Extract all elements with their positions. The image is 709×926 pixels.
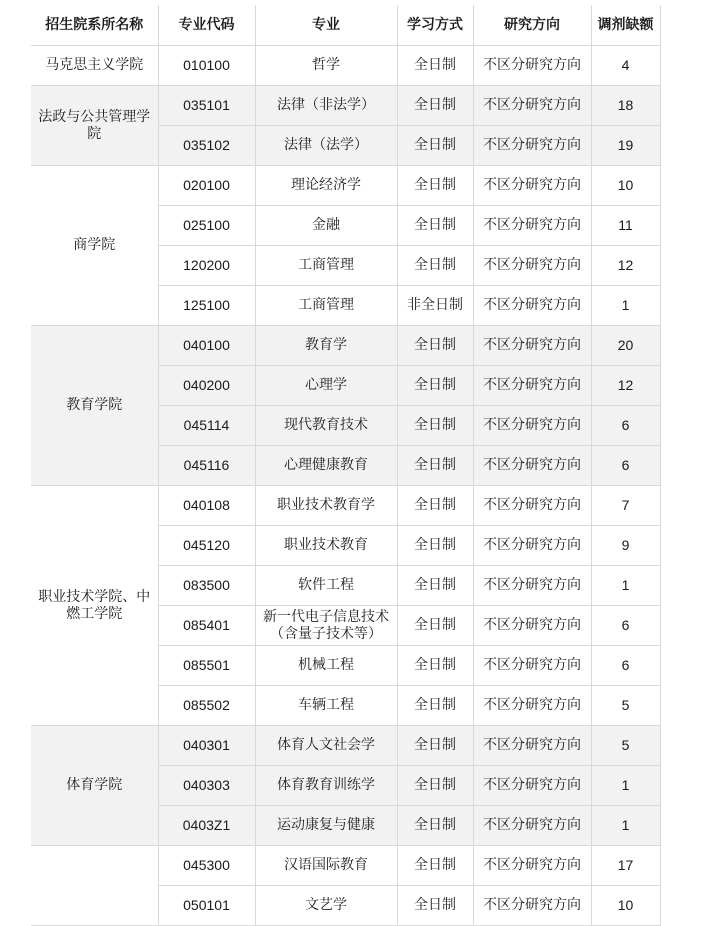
major-cell: 职业技术教育 <box>255 526 397 566</box>
mode-cell: 全日制 <box>397 86 473 126</box>
code-cell: 045116 <box>158 446 255 486</box>
code-cell: 040108 <box>158 486 255 526</box>
mode-cell: 全日制 <box>397 206 473 246</box>
direction-cell: 不区分研究方向 <box>473 806 591 846</box>
table-row <box>31 846 660 886</box>
mode-cell: 全日制 <box>397 246 473 286</box>
major-cell: 法律（法学） <box>255 126 397 166</box>
code-cell: 040200 <box>158 366 255 406</box>
vacancy-cell: 1 <box>591 766 660 806</box>
major-cell: 教育学 <box>255 326 397 366</box>
major-cell: 现代教育技术 <box>255 406 397 446</box>
mode-cell: 全日制 <box>397 126 473 166</box>
mode-cell: 全日制 <box>397 886 473 926</box>
major-cell: 文艺学 <box>255 886 397 926</box>
vacancy-cell: 17 <box>591 846 660 886</box>
major-cell: 心理学 <box>255 366 397 406</box>
code-cell: 040100 <box>158 326 255 366</box>
mode-cell: 全日制 <box>397 726 473 766</box>
vacancy-cell: 9 <box>591 526 660 566</box>
code-cell: 025100 <box>158 206 255 246</box>
dept-cell: 职业技术学院、中燃工学院 <box>31 486 158 726</box>
table-body <box>31 46 660 926</box>
code-cell: 035102 <box>158 126 255 166</box>
header-dept: 招生院系所名称 <box>31 5 158 46</box>
vacancy-cell: 1 <box>591 806 660 846</box>
code-cell: 083500 <box>158 566 255 606</box>
direction-cell: 不区分研究方向 <box>473 246 591 286</box>
code-cell: 020100 <box>158 166 255 206</box>
mode-cell: 全日制 <box>397 446 473 486</box>
direction-cell: 不区分研究方向 <box>473 566 591 606</box>
mode-cell: 全日制 <box>397 646 473 686</box>
header-direction: 研究方向 <box>473 5 591 46</box>
table-row <box>31 86 660 126</box>
code-cell: 050101 <box>158 886 255 926</box>
mode-cell: 全日制 <box>397 566 473 606</box>
mode-cell: 全日制 <box>397 46 473 86</box>
table-header-row <box>31 5 660 46</box>
vacancy-cell: 6 <box>591 606 660 646</box>
code-cell: 040301 <box>158 726 255 766</box>
code-cell: 035101 <box>158 86 255 126</box>
code-cell: 045300 <box>158 846 255 886</box>
vacancy-cell: 10 <box>591 886 660 926</box>
dept-cell <box>31 846 158 926</box>
direction-cell: 不区分研究方向 <box>473 886 591 926</box>
direction-cell: 不区分研究方向 <box>473 686 591 726</box>
direction-cell: 不区分研究方向 <box>473 606 591 646</box>
code-cell: 045120 <box>158 526 255 566</box>
dept-cell: 体育学院 <box>31 726 158 846</box>
mode-cell: 全日制 <box>397 606 473 646</box>
table-row <box>31 166 660 206</box>
mode-cell: 全日制 <box>397 526 473 566</box>
vacancy-cell: 1 <box>591 286 660 326</box>
vacancy-cell: 6 <box>591 446 660 486</box>
code-cell: 120200 <box>158 246 255 286</box>
vacancy-cell: 12 <box>591 366 660 406</box>
mode-cell: 全日制 <box>397 766 473 806</box>
code-cell: 0403Z1 <box>158 806 255 846</box>
major-cell: 法律（非法学） <box>255 86 397 126</box>
mode-cell: 全日制 <box>397 486 473 526</box>
code-cell: 045114 <box>158 406 255 446</box>
mode-cell: 非全日制 <box>397 286 473 326</box>
direction-cell: 不区分研究方向 <box>473 166 591 206</box>
major-cell: 汉语国际教育 <box>255 846 397 886</box>
header-mode: 学习方式 <box>397 5 473 46</box>
vacancy-cell: 6 <box>591 646 660 686</box>
dept-cell: 法政与公共管理学院 <box>31 86 158 166</box>
vacancy-cell: 1 <box>591 566 660 606</box>
direction-cell: 不区分研究方向 <box>473 646 591 686</box>
direction-cell: 不区分研究方向 <box>473 286 591 326</box>
direction-cell: 不区分研究方向 <box>473 846 591 886</box>
direction-cell: 不区分研究方向 <box>473 46 591 86</box>
vacancy-cell: 7 <box>591 486 660 526</box>
mode-cell: 全日制 <box>397 806 473 846</box>
mode-cell: 全日制 <box>397 406 473 446</box>
header-code: 专业代码 <box>158 5 255 46</box>
table-row <box>31 326 660 366</box>
table-row <box>31 486 660 526</box>
direction-cell: 不区分研究方向 <box>473 86 591 126</box>
header-vacancy: 调剂缺额 <box>591 5 660 46</box>
table-row <box>31 726 660 766</box>
direction-cell: 不区分研究方向 <box>473 446 591 486</box>
major-cell: 职业技术教育学 <box>255 486 397 526</box>
direction-cell: 不区分研究方向 <box>473 406 591 446</box>
vacancy-cell: 18 <box>591 86 660 126</box>
mode-cell: 全日制 <box>397 686 473 726</box>
major-cell-text: 新一代电子信息技术（含量子技术等） <box>263 608 389 642</box>
code-cell: 085401 <box>158 606 255 646</box>
vacancy-cell: 10 <box>591 166 660 206</box>
mode-cell: 全日制 <box>397 846 473 886</box>
direction-cell: 不区分研究方向 <box>473 126 591 166</box>
vacancy-cell: 5 <box>591 686 660 726</box>
mode-cell: 全日制 <box>397 326 473 366</box>
major-cell: 运动康复与健康 <box>255 806 397 846</box>
mode-cell: 全日制 <box>397 366 473 406</box>
vacancy-cell: 6 <box>591 406 660 446</box>
dept-cell: 商学院 <box>31 166 158 326</box>
vacancy-cell: 12 <box>591 246 660 286</box>
major-cell: 金融 <box>255 206 397 246</box>
direction-cell: 不区分研究方向 <box>473 206 591 246</box>
code-cell: 085502 <box>158 686 255 726</box>
major-cell: 体育人文社会学 <box>255 726 397 766</box>
code-cell: 085501 <box>158 646 255 686</box>
code-cell: 125100 <box>158 286 255 326</box>
vacancy-cell: 11 <box>591 206 660 246</box>
direction-cell: 不区分研究方向 <box>473 486 591 526</box>
major-cell: 心理健康教育 <box>255 446 397 486</box>
direction-cell: 不区分研究方向 <box>473 526 591 566</box>
major-cell <box>255 606 397 646</box>
direction-cell: 不区分研究方向 <box>473 726 591 766</box>
major-cell: 车辆工程 <box>255 686 397 726</box>
header-major: 专业 <box>255 5 397 46</box>
mode-cell: 全日制 <box>397 166 473 206</box>
table-row <box>31 46 660 86</box>
adjustment-vacancy-table <box>31 5 661 926</box>
code-cell: 040303 <box>158 766 255 806</box>
major-cell: 理论经济学 <box>255 166 397 206</box>
vacancy-cell: 4 <box>591 46 660 86</box>
code-cell: 010100 <box>158 46 255 86</box>
vacancy-cell: 5 <box>591 726 660 766</box>
major-cell: 哲学 <box>255 46 397 86</box>
dept-cell: 马克思主义学院 <box>31 46 158 86</box>
direction-cell: 不区分研究方向 <box>473 366 591 406</box>
major-cell: 工商管理 <box>255 286 397 326</box>
major-cell: 体育教育训练学 <box>255 766 397 806</box>
vacancy-cell: 19 <box>591 126 660 166</box>
dept-cell: 教育学院 <box>31 326 158 486</box>
vacancy-cell: 20 <box>591 326 660 366</box>
major-cell: 软件工程 <box>255 566 397 606</box>
direction-cell: 不区分研究方向 <box>473 766 591 806</box>
direction-cell: 不区分研究方向 <box>473 326 591 366</box>
major-cell: 工商管理 <box>255 246 397 286</box>
major-cell: 机械工程 <box>255 646 397 686</box>
